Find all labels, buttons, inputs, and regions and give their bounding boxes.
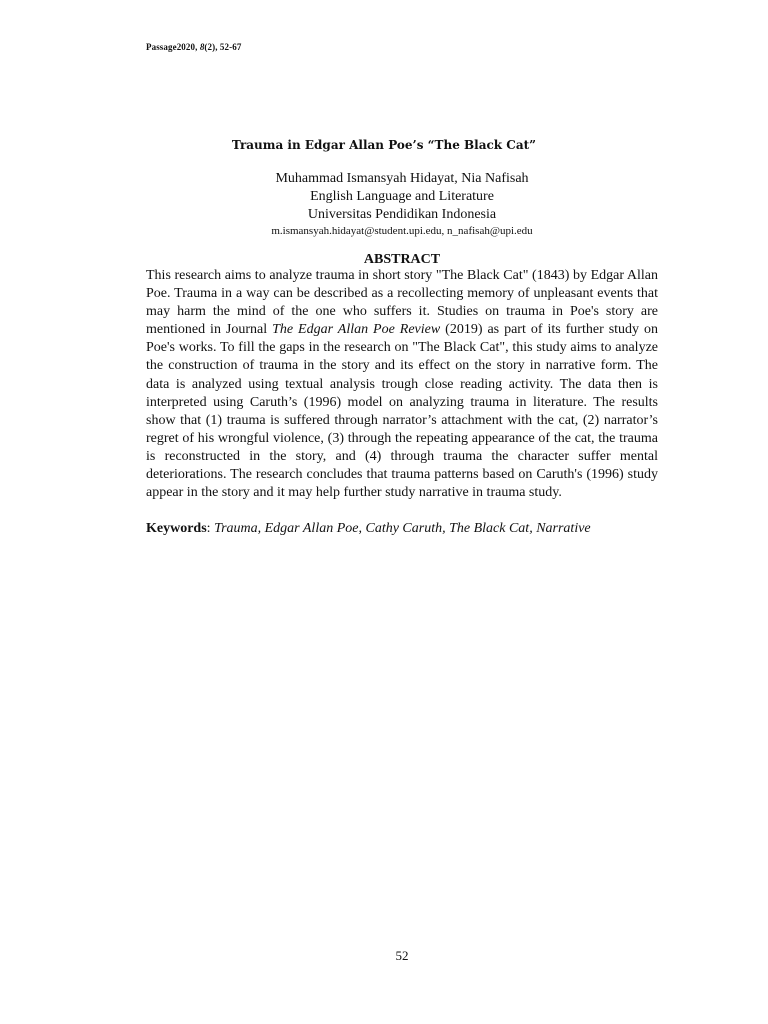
running-head bbox=[146, 42, 241, 52]
author-institution: Universitas Pendidikan Indonesia bbox=[307, 207, 497, 222]
keywords-separator: : bbox=[206, 521, 215, 536]
abstract-heading: ABSTRACT bbox=[363, 252, 441, 267]
author-emails: m.ismansyah.hidayat@student.upi.edu, n_nafisah@upi.edu bbox=[271, 225, 533, 237]
keywords-label: Keywords bbox=[146, 521, 207, 536]
keywords-list: Trauma, Edgar Allan Poe, Cathy Caruth, The Black Cat, Narrative bbox=[214, 521, 591, 536]
page-number: 52 bbox=[395, 948, 409, 963]
abstract-body bbox=[146, 267, 658, 502]
author-department: English Language and Literature bbox=[310, 189, 494, 204]
abstract-text-part2: (2019) as part of its further study on Poe's works. To fill the gaps in the research on "The Black Cat", this study aims to analyze the construction of trauma in the story and its effect on the story in narrative form. The data is analyzed using textual analysis trough close reading activity. The data then is interpreted using Caruth’s (1996) model on analyzing trauma in literature. The results show that (1) trauma is suffered through narrator’s attachment with the cat, (2) narrator’s regret of his wrongful violence, (3) through the repeating appearance of the cat, the trauma is reconstructed in the story, and (4) through trauma the character suffer mental deteriorations. The research concludes that trauma patterns based on Caruth's (1996) study appear in the story and it may help further study narrative in trauma study. bbox=[146, 322, 658, 501]
abstract-text-part1: This research aims to analyze trauma in short story "The Black Cat" (1843) by Edgar Allan Poe. Trauma in a way can be described as a recollecting memory of unpleasant events that may harm the mind of the one who suffers it. Studies on trauma in Poe's story are mentioned in Journal bbox=[146, 268, 658, 338]
author-names: Muhammad Ismansyah Hidayat, Nia Nafisah bbox=[275, 171, 529, 186]
journal-volume: 8 bbox=[199, 42, 205, 52]
paper-title: Trauma in Edgar Allan Poe’s “The Black Cat” bbox=[231, 138, 537, 152]
journal-issue-pages: (2), 52-67 bbox=[204, 42, 242, 52]
abstract-journal-title: The Edgar Allan Poe Review bbox=[272, 322, 441, 338]
journal-name: Passage2020, bbox=[146, 42, 200, 52]
author-block bbox=[0, 170, 768, 238]
keywords-line bbox=[146, 520, 666, 538]
